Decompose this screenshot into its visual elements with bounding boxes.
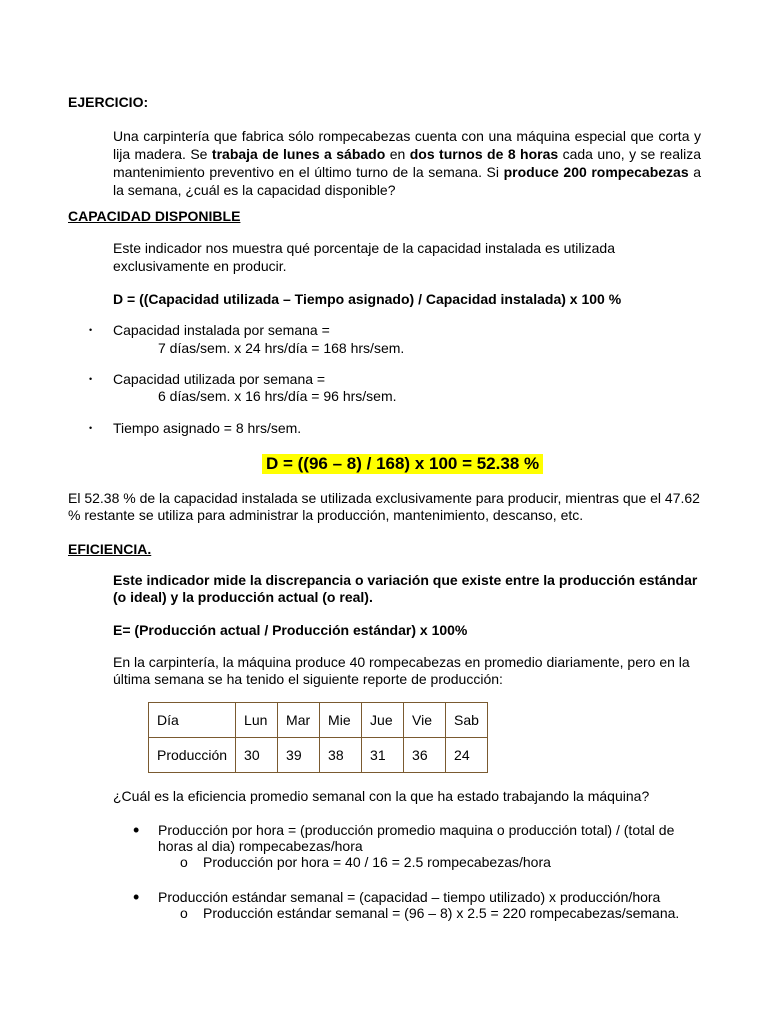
table-cell: Mar — [278, 703, 320, 738]
production-table — [148, 702, 488, 773]
eficiencia-formula: E= (Producción actual / Producción estándar) x 100% — [113, 622, 468, 638]
table-cell: Vie — [404, 703, 446, 738]
capacidad-conclusion-line-1: El 52.38 % de la capacidad instalada se utilizada exclusivamente para producir, mientras que el 47.62 — [68, 490, 700, 506]
table-cell: 30 — [236, 738, 278, 773]
capacidad-conclusion-line-2: % restante se utiliza para administrar la producción, mantenimiento, descanso, etc. — [68, 507, 584, 523]
ejercicio-text-1: Una carpintería que fabrica sólo rompecabezas cuenta con una máquina especial que corta y lija madera. Se — [113, 128, 701, 162]
bullet-marker: • — [89, 374, 93, 384]
capacidad-utilizada-label: Capacidad utilizada por semana = — [113, 371, 326, 387]
sub-bullet-marker: o — [180, 854, 188, 870]
table-cell: 39 — [278, 738, 320, 773]
ejercicio-text-2: en — [385, 146, 410, 162]
eficiencia-heading: EFICIENCIA. — [68, 541, 152, 557]
eficiencia-context-line-1: En la carpintería, la máquina produce 40 rompecabezas en promedio diariamente, pero en la — [113, 654, 690, 670]
capacidad-utilizada-calc: 6 días/sem. x 16 hrs/día = 96 hrs/sem. — [158, 388, 397, 404]
produccion-hora-calc: Producción por hora = 40 / 16 = 2.5 rompecabezas/hora — [203, 854, 551, 870]
table-row — [149, 703, 488, 738]
table-cell: 36 — [404, 738, 446, 773]
table-cell: Jue — [362, 703, 404, 738]
ejercicio-text-3: cada uno, y se realiza mantenimiento preventivo en el último turno de la semana. Si — [113, 146, 701, 180]
eficiencia-question: ¿Cuál es la eficiencia promedio semanal con la que ha estado trabajando la máquina? — [113, 788, 650, 804]
capacidad-intro-line-2: exclusivamente en producir. — [113, 258, 287, 274]
table-cell: Día — [149, 703, 236, 738]
bullet-marker: • — [89, 423, 93, 433]
ejercicio-heading: EJERCICIO: — [68, 94, 149, 110]
ejercicio-bold-days: trabaja de lunes a sábado — [211, 146, 386, 162]
table-cell: 24 — [446, 738, 488, 773]
table-cell: 38 — [320, 738, 362, 773]
table-cell: Lun — [236, 703, 278, 738]
produccion-estandar-line-1: Producción estándar semanal = (capacidad – tiempo utilizado) x producción/hora — [158, 889, 661, 905]
bullet-marker: • — [89, 325, 93, 335]
eficiencia-intro-line-1: Este indicador mide la discrepancia o variación que existe entre la producción estándar — [113, 572, 698, 588]
capacidad-intro-line-1: Este indicador nos muestra qué porcentaje de la capacidad instalada es utilizada — [113, 240, 615, 256]
produccion-estandar-calc: Producción estándar semanal = (96 – 8) x 2.5 = 220 rompecabezas/semana. — [203, 905, 680, 921]
capacidad-instalada-calc: 7 días/sem. x 24 hrs/día = 168 hrs/sem. — [158, 340, 405, 356]
produccion-hora-line-1: Producción por hora = (producción promedio maquina o producción total) / (total de — [158, 822, 675, 838]
ejercicio-paragraph — [113, 127, 701, 199]
table-cell: Sab — [446, 703, 488, 738]
ejercicio-bold-shifts: dos turnos de 8 horas — [409, 146, 559, 162]
table-cell: 31 — [362, 738, 404, 773]
table-cell: Mie — [320, 703, 362, 738]
eficiencia-intro-line-2: (o ideal) y la producción actual (o real). — [113, 589, 373, 605]
sub-bullet-marker: o — [180, 905, 188, 921]
bullet-marker: • — [133, 887, 140, 907]
tiempo-asignado: Tiempo asignado = 8 hrs/sem. — [113, 420, 302, 436]
table-row — [149, 738, 488, 773]
eficiencia-context-line-2: última semana se ha tenido el siguiente reporte de producción: — [113, 671, 503, 687]
capacidad-formula: D = ((Capacidad utilizada – Tiempo asignado) / Capacidad instalada) x 100 % — [113, 291, 622, 307]
capacidad-result-highlight: D = ((96 – 8) / 168) x 100 = 52.38 % — [262, 454, 543, 474]
bullet-marker: • — [133, 820, 140, 840]
produccion-hora-line-2: horas al dia) rompecabezas/hora — [158, 838, 363, 854]
capacidad-instalada-label: Capacidad instalada por semana = — [113, 322, 330, 338]
capacidad-heading: CAPACIDAD DISPONIBLE — [68, 208, 241, 224]
table-cell: Producción — [149, 738, 236, 773]
ejercicio-bold-production: produce 200 rompecabezas — [503, 164, 689, 180]
ejercicio-text-4: a la semana, ¿cuál es la capacidad disponible? — [113, 164, 701, 198]
